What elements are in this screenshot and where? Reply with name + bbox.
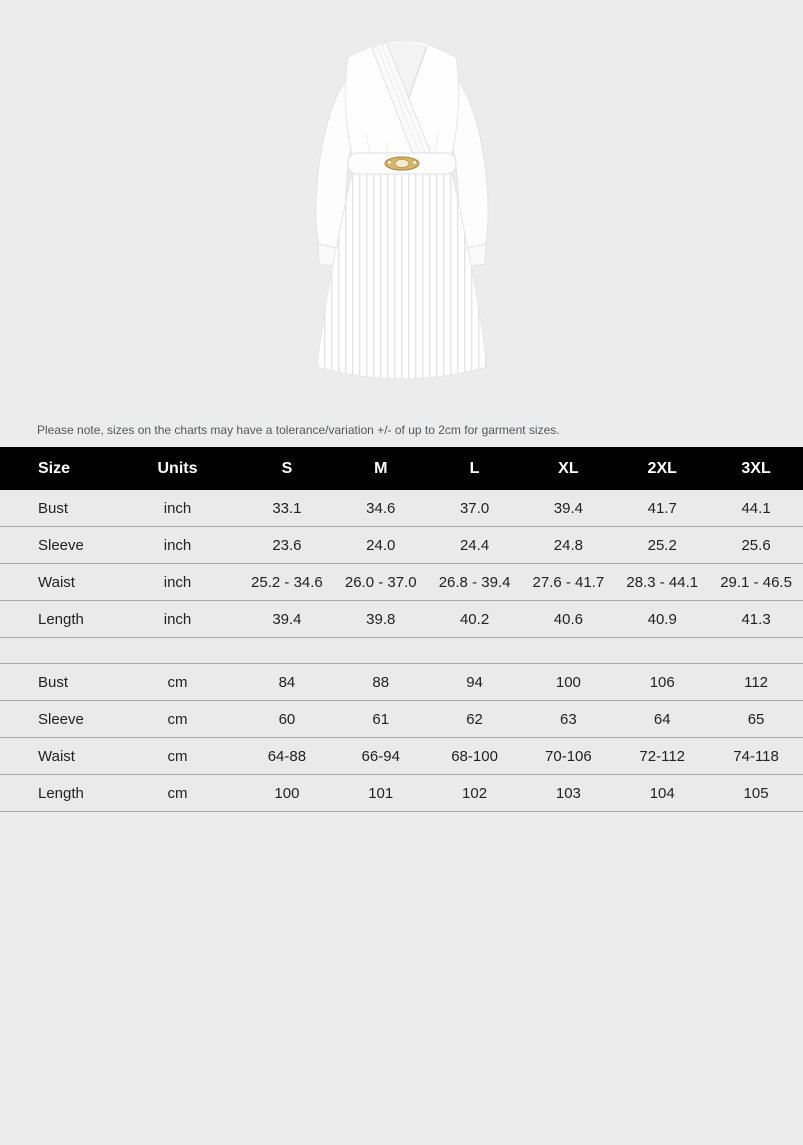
row-label: Length [0, 775, 115, 812]
size-value: 72-112 [615, 738, 709, 775]
size-value: 63 [521, 701, 615, 738]
size-value: 104 [615, 775, 709, 812]
row-label: Waist [0, 564, 115, 601]
product-photo [0, 0, 803, 395]
header-size-l: L [428, 447, 522, 490]
size-value: 64-88 [240, 738, 334, 775]
table-row-sleeve-cm [0, 701, 803, 738]
size-value: 25.2 [615, 527, 709, 564]
table-row-length-inch [0, 601, 803, 638]
spacer-cell [0, 638, 803, 664]
size-value: 41.3 [709, 601, 803, 638]
size-value: 105 [709, 775, 803, 812]
size-value: 106 [615, 664, 709, 701]
size-chart-table [0, 447, 803, 812]
size-value: 39.4 [521, 490, 615, 527]
size-value: 64 [615, 701, 709, 738]
size-value: 60 [240, 701, 334, 738]
table-row-waist-inch [0, 564, 803, 601]
header-size-s: S [240, 447, 334, 490]
size-value: 101 [334, 775, 428, 812]
size-value: 66-94 [334, 738, 428, 775]
row-unit: inch [115, 564, 240, 601]
row-label: Bust [0, 664, 115, 701]
size-value: 102 [428, 775, 522, 812]
size-value: 100 [240, 775, 334, 812]
size-value: 65 [709, 701, 803, 738]
size-value: 40.2 [428, 601, 522, 638]
size-value: 61 [334, 701, 428, 738]
row-label: Sleeve [0, 701, 115, 738]
dress-belt [348, 153, 456, 174]
row-label: Bust [0, 490, 115, 527]
row-label: Waist [0, 738, 115, 775]
belt-buckle-icon [385, 157, 419, 170]
size-value: 74-118 [709, 738, 803, 775]
table-row-sleeve-inch [0, 527, 803, 564]
size-value: 23.6 [240, 527, 334, 564]
header-size-3xl: 3XL [709, 447, 803, 490]
row-unit: cm [115, 738, 240, 775]
table-row-waist-cm [0, 738, 803, 775]
row-unit: cm [115, 775, 240, 812]
size-value: 103 [521, 775, 615, 812]
size-value: 62 [428, 701, 522, 738]
size-value: 34.6 [334, 490, 428, 527]
size-value: 84 [240, 664, 334, 701]
size-value: 24.0 [334, 527, 428, 564]
size-value: 27.6 - 41.7 [521, 564, 615, 601]
table-row-bust-cm [0, 664, 803, 701]
size-value: 25.6 [709, 527, 803, 564]
row-unit: cm [115, 664, 240, 701]
size-value: 100 [521, 664, 615, 701]
row-unit: inch [115, 490, 240, 527]
size-value: 88 [334, 664, 428, 701]
table-header-row [0, 447, 803, 490]
table-spacer-row [0, 638, 803, 664]
size-value: 37.0 [428, 490, 522, 527]
size-value: 94 [428, 664, 522, 701]
header-units: Units [115, 447, 240, 490]
row-label: Length [0, 601, 115, 638]
size-value: 25.2 - 34.6 [240, 564, 334, 601]
size-value: 44.1 [709, 490, 803, 527]
size-value: 29.1 - 46.5 [709, 564, 803, 601]
row-unit: inch [115, 527, 240, 564]
size-value: 70-106 [521, 738, 615, 775]
row-unit: cm [115, 701, 240, 738]
size-value: 68-100 [428, 738, 522, 775]
size-value: 40.6 [521, 601, 615, 638]
size-value: 24.4 [428, 527, 522, 564]
size-value: 39.4 [240, 601, 334, 638]
size-value: 26.8 - 39.4 [428, 564, 522, 601]
size-value: 41.7 [615, 490, 709, 527]
size-value: 28.3 - 44.1 [615, 564, 709, 601]
header-size: Size [0, 447, 115, 490]
size-value: 24.8 [521, 527, 615, 564]
header-size-m: M [334, 447, 428, 490]
size-value: 26.0 - 37.0 [334, 564, 428, 601]
table-row-length-cm [0, 775, 803, 812]
header-size-xl: XL [521, 447, 615, 490]
size-value: 39.8 [334, 601, 428, 638]
table-row-bust-inch [0, 490, 803, 527]
size-value: 112 [709, 664, 803, 701]
size-value: 33.1 [240, 490, 334, 527]
header-size-2xl: 2XL [615, 447, 709, 490]
tolerance-note: Please note, sizes on the charts may have a tolerance/variation +/- of up to 2cm for garment sizes. [37, 423, 560, 437]
row-label: Sleeve [0, 527, 115, 564]
dress-illustration [282, 15, 522, 395]
row-unit: inch [115, 601, 240, 638]
size-value: 40.9 [615, 601, 709, 638]
